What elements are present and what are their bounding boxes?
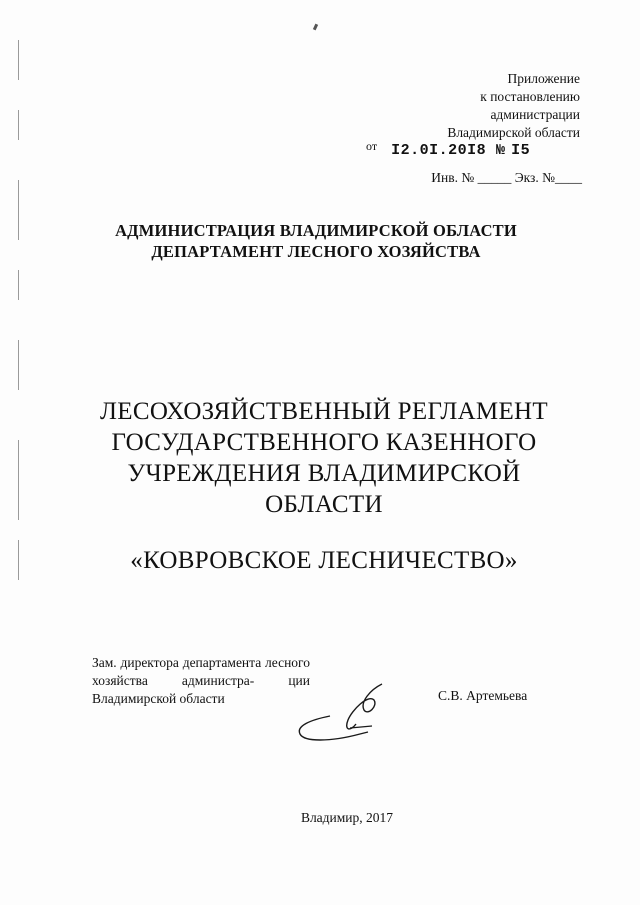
department-name: ДЕПАРТАМЕНТ ЛЕСНОГО ХОЗЯЙСТВА [151,242,481,261]
title-line: ЛЕСОХОЗЯЙСТВЕННЫЙ РЕГЛАМЕНТ [100,398,548,425]
signatory-name: С.В. Артемьева [438,688,528,703]
appendix-line: Приложение [507,71,580,86]
title-line: ОБЛАСТИ [265,491,383,518]
handwritten-signature [290,680,400,750]
decree-line [366,139,531,159]
title-line: УЧРЕЖДЕНИЯ ВЛАДИМИРСКОЙ [127,460,521,487]
place-year [0,810,640,826]
forestry-name [0,547,640,575]
title-line: ГОСУДАРСТВЕННОГО КАЗЕННОГО [111,429,537,456]
forestry-name-text: «КОВРОВСКОЕ ЛЕСНИЧЕСТВО» [130,547,518,574]
appendix-line: Владимирской области [447,125,580,140]
appendix-line: к постановлению [480,89,580,104]
decree-number-sign: № [496,142,506,159]
place-year-text: Владимир, 2017 [300,810,394,825]
decree-date-stamp: I2.0I.20I8 [391,142,487,159]
decree-from-label: от [366,139,378,153]
appendix-block [447,70,580,142]
appendix-line: администрации [490,107,580,122]
inventory-line: Инв. № _____ Экз. №____ [431,170,582,185]
organization-header [0,220,640,262]
organization-name: АДМИНИСТРАЦИЯ ВЛАДИМИРСКОЙ ОБЛАСТИ [115,221,517,240]
scan-speck [313,24,318,31]
document-title [0,396,640,520]
decree-number-stamp: I5 [511,142,531,159]
signatory-position: Зам. директора департамента лесного хозяйства администра- ции Владимирской области [92,655,310,706]
